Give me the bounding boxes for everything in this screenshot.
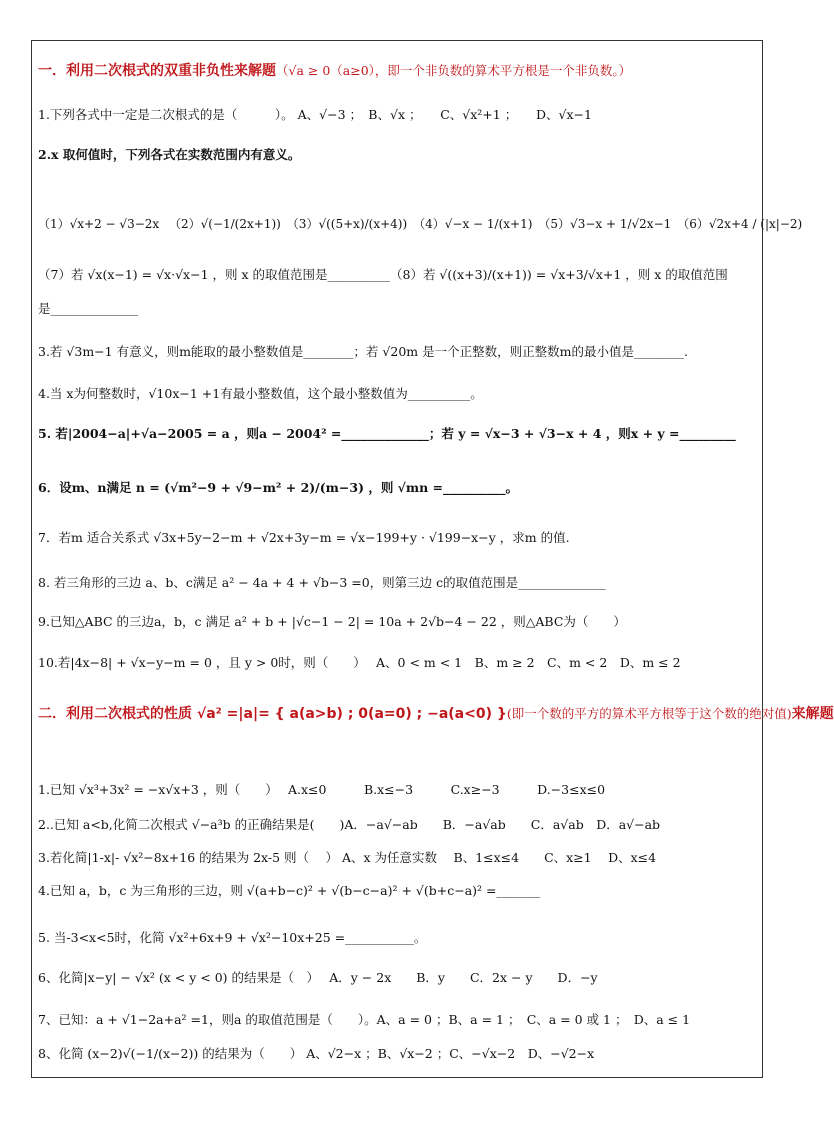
question-1-8: 8. 若三角形的三边 a、b、c满足 a² − 4a + 4 + √b−3 =0，则第三边 c的取值范围是______________: [38, 575, 606, 590]
question-1-7: 7．若m 适合关系式 √3x+5y−2−m + √2x+3y−m = √x−199+y · √199−x−y ，求m 的值.: [38, 530, 570, 545]
question-2-7: 7、已知：a + √1−2a+a² =1，则a 的取值范围是（ ）。A、a = 0 ；B、a = 1 ； C、a = 0 或 1 ； D、a ≤ 1: [38, 1012, 691, 1027]
section2-heading: [38, 706, 834, 722]
question-2-2: 2..已知 a<b,化简二次根式 √−a³b 的正确结果是( )A．−a√−ab B．−a√ab C．a√ab D．a√−ab: [38, 817, 661, 832]
question-1-10: 10.若|4x−8| + √x−y−m = 0 ，且 y > 0时，则（ ） A、0 < m < 1 B、m ≥ 2 C、m < 2 D、m ≤ 2: [38, 655, 681, 670]
question-1-4: 4.当 x为何整数时，√10x−1 +1有最小整数值，这个最小整数值为__________。: [38, 386, 483, 401]
section1-title: 一．利用二次根式的双重非负性来解题: [38, 63, 276, 79]
section2-subtitle: (即一个数的平方的算术平方根等于这个数的绝对值): [506, 706, 792, 721]
question-1-6: 6．设m、n满足 n = (√m²−9 + √9−m² + 2)/(m−3) ，则 √mn =__________。: [38, 480, 519, 495]
question-1-3: 3.若 √3m−1 有意义，则m能取的最小整数值是________；若 √20m 是一个正整数，则正整数m的最小值是________.: [38, 344, 688, 359]
question-1-5: 5. 若|2004−a|+√a−2005 = a ，则a − 2004² =______________；若 y = √x−3 + √3−x + 4 ，则x + y =_________: [38, 426, 736, 441]
question-1-2-7-8: （7）若 √x(x−1) = √x·√x−1 ，则 x 的取值范围是__________（8）若 √((x+3)/(x+1)) = √x+3/√x+1 ，则 x 的取值范围: [38, 267, 728, 282]
question-1-2-8-cont: 是______________: [38, 301, 139, 316]
question-1-1: 1.下列各式中一定是二次根式的是（ ）。 A、√−3 ； B、√x ； C、√x²+1 ； D、√x−1: [38, 107, 592, 122]
question-2-3: 3.若化简|1-x|- √x²−8x+16 的结果为 2x-5 则（ ） A、x 为任意实数 B、1≤x≤4 C、x≥1 D、x≤4: [38, 850, 657, 865]
page-border: [31, 40, 803, 1078]
question-2-4: 4.已知 a，b，c 为三角形的三边，则 √(a+b−c)² + √(b−c−a)² + √(b+c−a)² =_______: [38, 883, 541, 898]
question-2-1: 1.已知 √x³+3x² = −x√x+3 ，则（ ） A.x≤0 B.x≤−3 C.x≥−3 D.−3≤x≤0: [38, 782, 606, 797]
question-1-2-items: （1）√x+2 − √3−2x （2）√(−1/(2x+1)) （3）√((5+x)/(x+4)) （4）√−x − 1/(x+1) （5）√3−x + 1/√2x−1 （6）√2x+4 / (|x|−2): [38, 217, 803, 231]
section2-title: 二．利用二次根式的性质 √a² =|a|= { a(a>b) ; 0(a=0) ; −a(a<0) }: [38, 706, 507, 722]
question-2-8: 8、化简 (x−2)√(−1/(x−2)) 的结果为（ ） A、√2−x ；B、√x−2 ；C、−√x−2 D、−√2−x: [38, 1046, 595, 1061]
question-2-5: 5. 当-3<x<5时，化简 √x²+6x+9 + √x²−10x+25 =___________。: [38, 930, 427, 945]
section1-heading: [38, 63, 758, 79]
section2-title-end: 来解题: [791, 706, 834, 722]
question-2-6: 6、化简|x−y| − √x² (x < y < 0) 的结果是（ ） A．y − 2x B．y C．2x − y D．−y: [38, 970, 598, 985]
question-1-9: 9.已知△ABC 的三边a，b，c 满足 a² + b + |√c−1 − 2| = 10a + 2√b−4 − 22 ，则△ABC为（ ）: [38, 614, 626, 629]
section1-subtitle: （√a ≥ 0（a≥0），即一个非负数的算术平方根是一个非负数。）: [276, 63, 632, 78]
question-1-2: 2.x 取何值时，下列各式在实数范围内有意义。: [38, 147, 301, 162]
